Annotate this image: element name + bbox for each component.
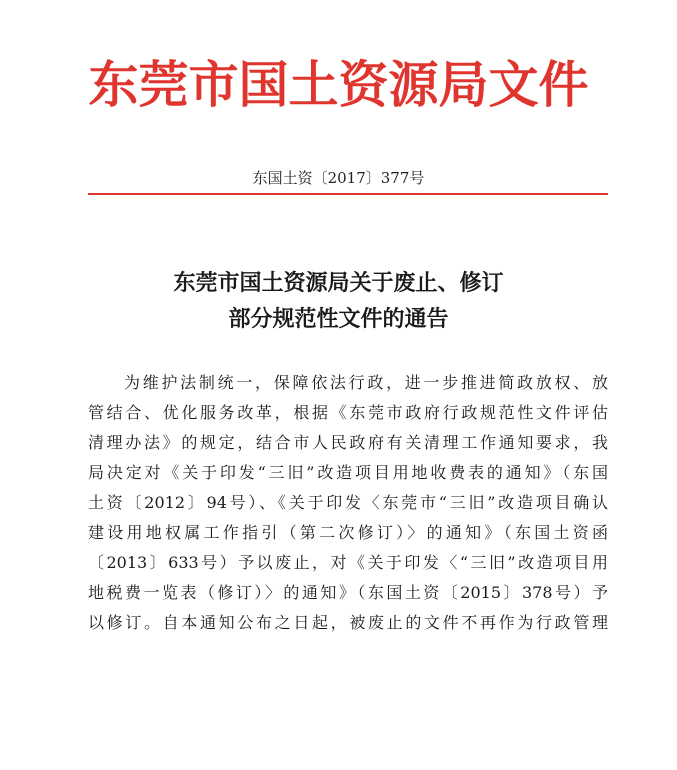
- document-number: 东国土资〔2017〕377号: [252, 169, 425, 187]
- body-line: 土资〔2012〕94号）、《关于印发〈东莞市“三旧”改造项目确认: [88, 493, 608, 512]
- notice-title: [0, 265, 677, 337]
- red-divider-line: [88, 193, 608, 195]
- body-line: 局决定对《关于印发“三旧”改造项目用地收费表的通知》（东国: [88, 463, 608, 482]
- body-line: 以修订。自本通知公布之日起，被废止的文件不再作为行政管理: [88, 613, 608, 632]
- document-header-title: 东莞市国土资源局文件: [88, 55, 589, 114]
- body-line: 建设用地权属工作指引（第二次修订）〉的通知》（东国土资函: [88, 523, 608, 542]
- body-line: 管结合、优化服务改革，根据《东莞市政府行政规范性文件评估: [88, 403, 608, 422]
- notice-title-line-2: 部分规范性文件的通告: [228, 306, 449, 332]
- notice-body: [88, 368, 608, 638]
- body-line: 地税费一览表（修订）〉的通知》（东国土资〔2015〕378号）予: [88, 583, 608, 602]
- notice-title-line-1: 东莞市国土资源局关于废止、修订: [173, 270, 504, 296]
- body-line: 为维护法制统一，保障依法行政，进一步推进简政放权、放: [124, 373, 608, 392]
- body-line: 〔2013〕633号）予以废止，对《关于印发〈“三旧”改造项目用: [88, 553, 608, 572]
- body-line: 清理办法》的规定，结合市人民政府有关清理工作通知要求，我: [88, 433, 608, 452]
